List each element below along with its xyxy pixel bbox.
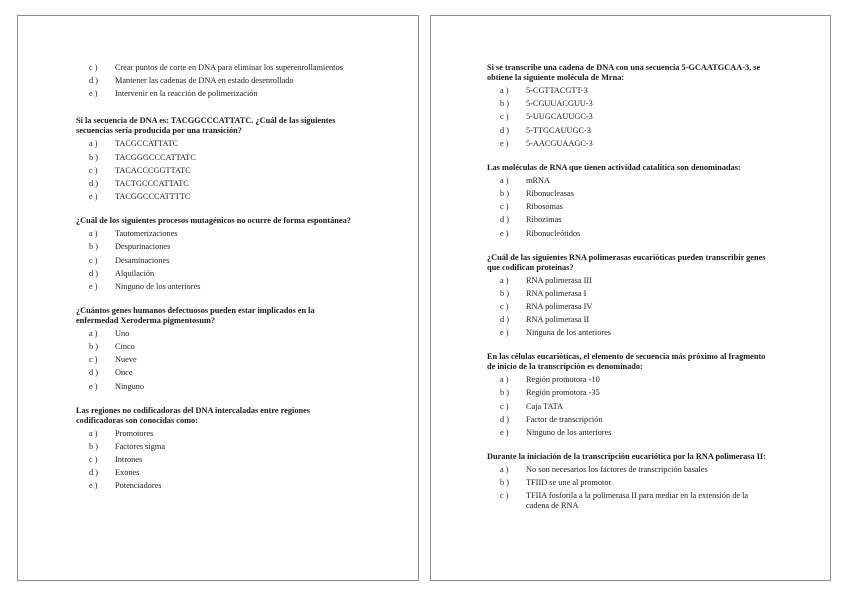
option-letter: b )	[89, 441, 98, 451]
option-letter: c )	[500, 301, 509, 311]
option-text: Cinco	[115, 342, 135, 352]
answer-option	[76, 455, 358, 465]
question-stem: Si se transcribe una cadena de DNA con una secuencia 5-GCAATGCAA-3, se obtiene la siguiente molécula de Mrna:	[487, 63, 761, 82]
answer-option	[76, 442, 358, 452]
question-block	[487, 253, 770, 339]
continued-options	[76, 63, 358, 99]
option-text: TFIID se une al promotor	[526, 478, 612, 488]
question-stem: ¿Cuántos genes humanos defectuosos pueden estar implicados en la enfermedad Xeroderma pigmentosum?	[76, 305, 315, 325]
option-letter: e )	[500, 228, 509, 238]
option-text: 5-TTGCAUUGC-3	[526, 125, 591, 135]
option-text: Nueve	[115, 355, 137, 365]
option-letter: c )	[500, 401, 509, 411]
question-stem: Las moléculas de RNA que tienen actividad catalítica son denominadas:	[487, 162, 741, 172]
option-letter: b )	[500, 188, 509, 198]
document-page-left	[17, 15, 419, 581]
question-stem: Las regiones no codificadoras del DNA intercaladas entre regiones codificadoras son conocidas como:	[76, 405, 310, 425]
answer-option	[487, 491, 770, 511]
option-letter: a )	[500, 275, 509, 285]
answer-option	[76, 382, 358, 392]
option-letter: e )	[89, 192, 98, 202]
option-letter: a )	[89, 328, 98, 338]
option-text: RNA polimerasa II	[526, 315, 590, 325]
option-letter: e )	[89, 381, 98, 391]
option-letter: d )	[89, 368, 98, 378]
question-block	[76, 216, 358, 292]
option-letter: c )	[89, 455, 98, 464]
option-letter: c )	[89, 255, 98, 265]
option-text: Región promotora -35	[526, 388, 600, 398]
option-letter: d )	[500, 414, 509, 424]
option-letter: a )	[500, 86, 509, 95]
question-stem: ¿Cuál de los siguientes procesos mutagénicos no ocurre de forma espontánea?	[76, 216, 351, 226]
option-letter: d )	[89, 178, 98, 188]
answer-option	[76, 329, 358, 339]
answer-option	[487, 328, 770, 338]
answer-option	[76, 429, 358, 439]
option-text: Caja TATA	[526, 401, 563, 411]
option-text: Ribosomas	[526, 202, 563, 212]
answer-option	[487, 465, 770, 475]
answer-option	[487, 388, 770, 398]
answer-option	[76, 481, 358, 491]
question-block	[487, 452, 770, 511]
option-text: No son necesarios los factores de transcripción basales	[526, 465, 708, 474]
answer-option	[487, 315, 770, 325]
option-text: Once	[115, 368, 133, 378]
answer-option	[487, 202, 770, 212]
option-text: TACGGGCCCATTATC	[115, 152, 196, 162]
option-text: Promotores	[115, 428, 154, 438]
option-letter: c )	[89, 355, 98, 365]
option-text: Factor de transcripción	[526, 414, 603, 424]
answer-option	[76, 242, 358, 252]
option-text: Desaminaciones	[115, 255, 170, 265]
option-letter: b )	[89, 242, 98, 252]
option-text: Exones	[115, 468, 140, 478]
option-letter: c )	[89, 63, 98, 72]
answer-option	[76, 179, 358, 189]
answer-option	[76, 192, 358, 202]
option-letter: c )	[500, 491, 509, 501]
answer-option	[76, 76, 358, 86]
answer-option	[76, 468, 358, 478]
answer-option	[76, 153, 358, 163]
option-text: 5-UUGCAUUGC-3	[526, 112, 593, 122]
option-letter: b )	[500, 478, 509, 488]
option-letter: b )	[500, 288, 509, 298]
answer-option	[487, 428, 770, 438]
option-text: RNA polimerasa I	[526, 288, 587, 298]
option-text: TACGGCCCATTTTC	[115, 192, 191, 202]
question-block	[76, 406, 358, 492]
option-text: 5-AACGUAAGC-3	[526, 138, 593, 148]
question-stem: ¿Cuál de las siguientes RNA polimerasas eucarióticas pueden transcribir genes que codifican proteínas?	[487, 252, 766, 272]
option-letter: b )	[89, 342, 98, 352]
answer-option	[76, 229, 358, 239]
answer-option	[76, 368, 358, 378]
question-block	[487, 63, 770, 149]
option-text: Factores sigma	[115, 441, 166, 451]
page-right-content	[431, 16, 830, 525]
option-text: Uno	[115, 328, 130, 338]
option-text: 5-CGTTACGTT-3	[526, 86, 588, 95]
option-letter: d )	[89, 76, 98, 86]
answer-option	[487, 139, 770, 149]
option-text: Ninguno	[115, 381, 145, 391]
option-letter: a )	[500, 375, 509, 385]
answer-option	[487, 99, 770, 109]
option-text: Ribozimas	[526, 215, 562, 225]
question-block	[76, 116, 358, 202]
answer-option	[487, 276, 770, 286]
option-letter: a )	[500, 465, 509, 474]
option-letter: d )	[89, 268, 98, 278]
answer-option	[76, 139, 358, 149]
option-text: Alquilación	[115, 268, 155, 278]
option-letter: d )	[500, 125, 509, 135]
option-text: Región promotora -10	[526, 375, 600, 385]
option-text: TACGCCATTATC	[115, 139, 179, 149]
answer-option	[487, 289, 770, 299]
option-text: Intervenir en la reacción de polimerización	[115, 89, 258, 99]
option-letter: b )	[500, 99, 509, 109]
option-text: mRNA	[526, 175, 550, 185]
question-stem: En las células eucarióticas, el elemento de secuencia más próximo al fragmento de inicio de la transcripción es denominado:	[487, 352, 766, 372]
answer-option	[487, 402, 770, 412]
option-text: Intrones	[115, 455, 143, 464]
option-text: TACTGCCCATTATC	[115, 178, 189, 188]
option-letter: b )	[500, 388, 509, 398]
option-text: Despurinaciones	[115, 242, 171, 252]
option-letter: d )	[89, 468, 98, 478]
option-text: TFIIA fosforila a la polimerasa II para mediar en la extensión de la cadena de RNA	[526, 491, 749, 511]
option-letter: c )	[500, 112, 509, 122]
option-text: 5-CGUUACGUU-3	[526, 99, 593, 109]
answer-option	[76, 342, 358, 352]
question-block	[76, 306, 358, 392]
option-letter: e )	[500, 138, 509, 148]
answer-option	[487, 302, 770, 312]
option-text: Mantener las cadenas de DNA en estado desenrollado	[115, 76, 294, 86]
option-letter: d )	[500, 215, 509, 225]
question-block	[487, 352, 770, 438]
option-text: TACACCCGGTTATC	[115, 165, 191, 175]
option-letter: b )	[89, 152, 98, 162]
answer-option	[76, 256, 358, 266]
option-letter: e )	[500, 428, 509, 437]
answer-option	[487, 86, 770, 96]
option-text: Ribonucleótidos	[526, 228, 581, 238]
option-letter: a )	[89, 229, 98, 239]
option-letter: d )	[500, 315, 509, 325]
option-text: Crear puntos de corte en DNA para eliminar los superenrollamientos	[115, 63, 343, 72]
answer-option	[487, 478, 770, 488]
option-letter: e )	[89, 89, 98, 99]
answer-option	[487, 215, 770, 225]
answer-option	[487, 189, 770, 199]
answer-option	[487, 229, 770, 239]
page-left-content	[18, 16, 418, 505]
question-stem: Si la secuencia de DNA es: TACGGCCCATTATC. ¿Cuál de las siguientes secuencias sería producida por una transición?	[76, 116, 336, 136]
answer-option	[76, 63, 358, 73]
answer-option	[76, 89, 358, 99]
answer-option	[487, 126, 770, 136]
option-letter: e )	[500, 328, 509, 338]
answer-option	[487, 112, 770, 122]
option-text: Tautomerizaciones	[115, 229, 178, 239]
question-stem: Durante la iniciación de la transcripción eucariótica por la RNA polimerasa II:	[487, 452, 766, 461]
option-text: RNA polimerasa III	[526, 275, 592, 285]
answer-option	[487, 375, 770, 385]
question-block	[487, 163, 770, 239]
answer-option	[487, 176, 770, 186]
option-text: Ninguno de los anteriores	[526, 428, 612, 437]
answer-option	[76, 282, 358, 292]
answer-option	[76, 269, 358, 279]
option-letter: c )	[500, 202, 509, 212]
option-letter: e )	[89, 481, 98, 491]
option-letter: a )	[500, 175, 509, 185]
option-letter: c )	[89, 165, 98, 175]
option-text: Ribonucleasas	[526, 188, 574, 198]
answer-option	[76, 355, 358, 365]
option-letter: a )	[89, 428, 98, 438]
option-text: Ninguno de los anteriores	[115, 281, 201, 291]
document-page-right	[430, 15, 831, 581]
option-text: RNA polimerasa IV	[526, 301, 593, 311]
option-text: Potenciadores	[115, 481, 162, 491]
option-letter: a )	[89, 139, 98, 149]
option-letter: e )	[89, 281, 98, 291]
answer-option	[76, 166, 358, 176]
option-text: Ninguna de los anteriores	[526, 328, 612, 338]
answer-option	[487, 415, 770, 425]
